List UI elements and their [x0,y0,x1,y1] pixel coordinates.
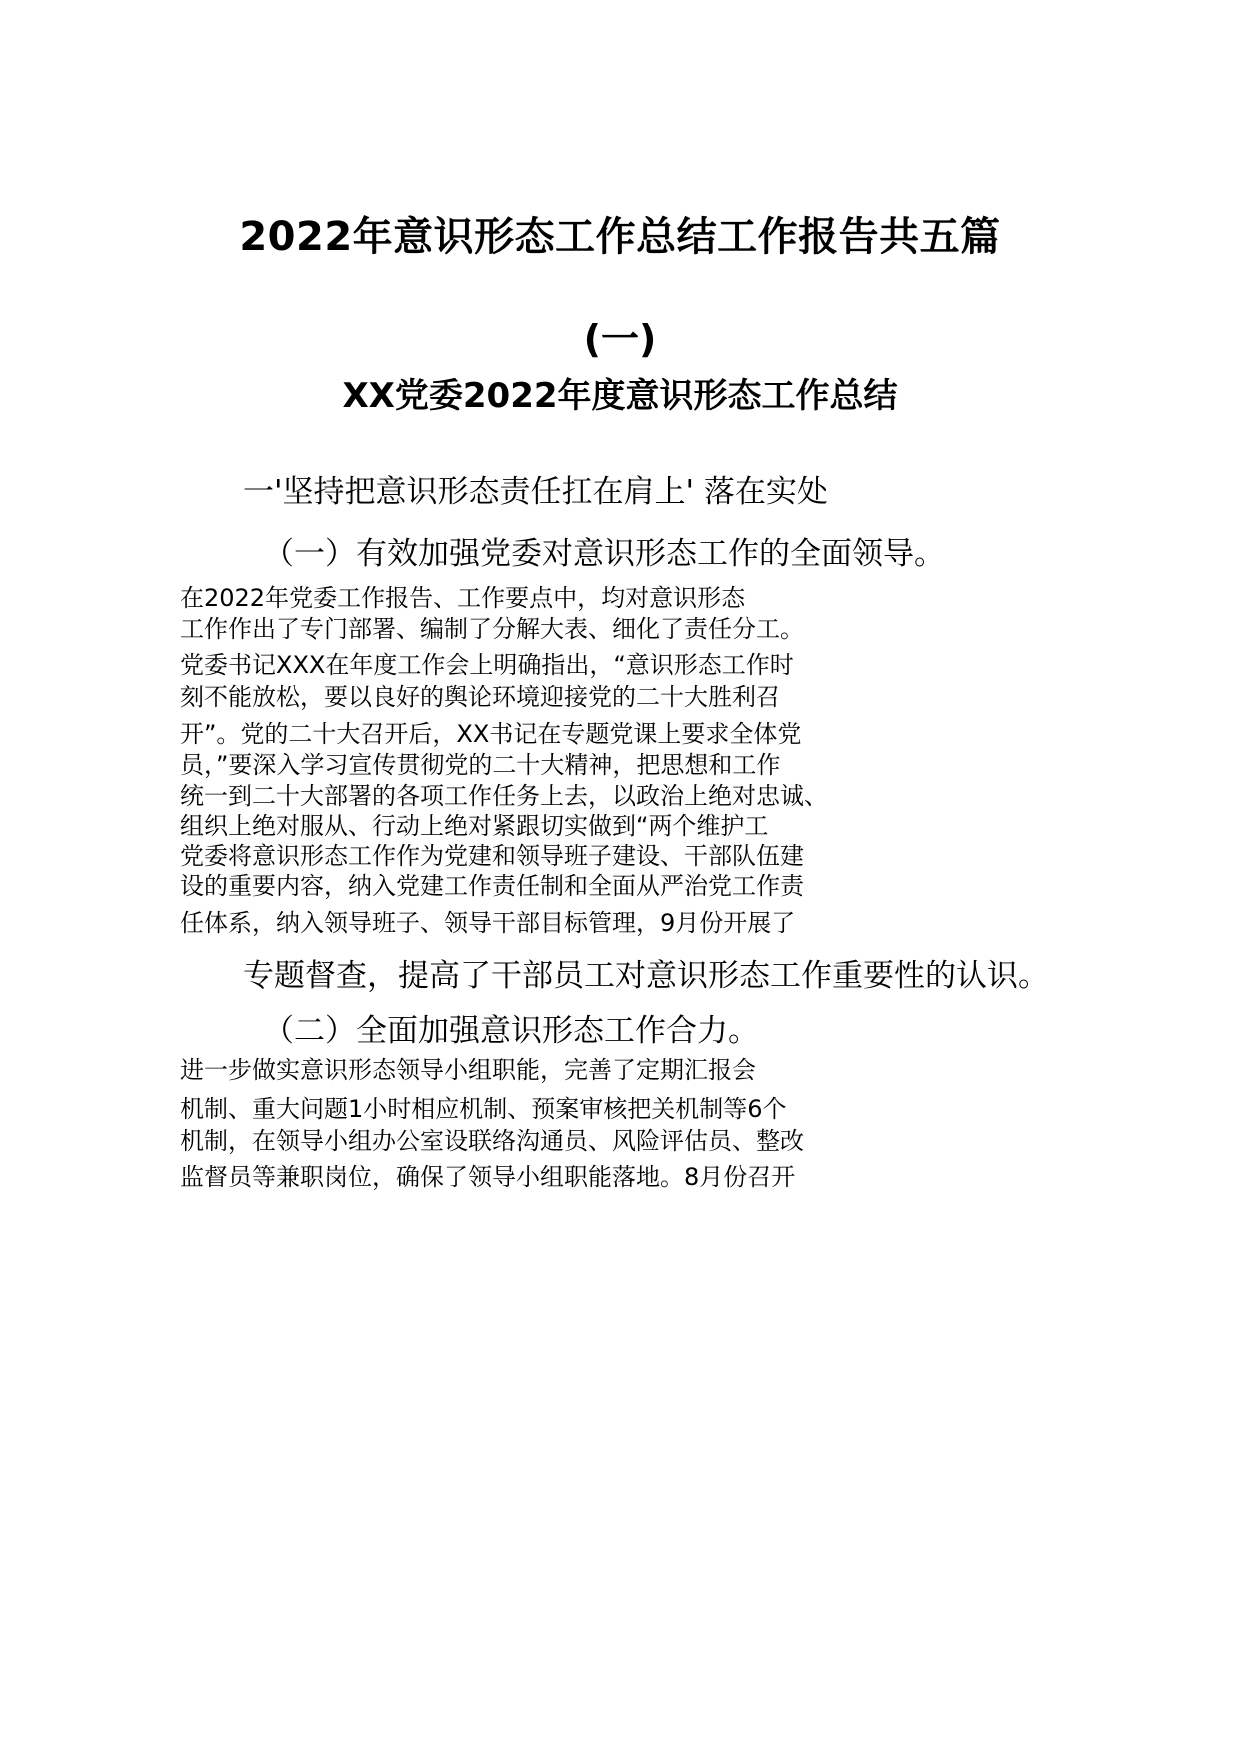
paragraph-line: 机制、重大问题1小时相应机制、预案审核把关机制等6个 [180,1095,787,1123]
paragraph-line: 任体系，纳入领导班子、领导干部目标管理，9月份开展了 [180,909,796,937]
paragraph-line: 工作作出了专门部署、编制了分解大表、细化了责任分工。 [180,615,804,643]
paragraph-line: 设的重要内容，纳入党建工作责任制和全面从严治党工作责 [180,872,804,900]
paragraph-closing-line: 专题督查，提高了干部员工对意识形态工作重要性的认识。 [243,958,1049,994]
paragraph-line: 党委书记XXX在年度工作会上明确指出，“意识形态工作时 [180,651,794,679]
paragraph-line: 在2022年党委工作报告、工作要点中，均对意识形态 [180,584,746,612]
document-title: 2022年意识形态工作总结工作报告共五篇 [239,214,1001,260]
subsection-heading-1: （一）有效加强党委对意识形态工作的全面领导。 [263,536,945,572]
section-heading: 一'坚持把意识形态责任扛在肩上' 落在实处 [243,474,828,510]
paragraph-line: 机制，在领导小组办公室设联络沟通员、风险评估员、整改 [180,1127,804,1155]
report-subtitle: XX党委2022年度意识形态工作总结 [342,376,898,416]
paragraph-line: 开”。党的二十大召开后，XX书记在专题党课上要求全体党 [180,720,802,748]
subsection-heading-2: （二）全面加强意识形态工作合力。 [263,1013,759,1049]
paragraph-line: 员，”要深入学习宣传贯彻党的二十大精神，把思想和工作 [180,751,781,779]
paragraph-line: 组织上绝对服从、行动上绝对紧跟切实做到“两个维护工 [180,812,769,840]
paragraph-line: 统一到二十大部署的各项工作任务上去，以政治上绝对忠诚、 [180,782,828,810]
paragraph-line: 刻不能放松，要以良好的舆论环境迎接党的二十大胜利召 [180,683,780,711]
paragraph-line: 进一步做实意识形态领导小组职能，完善了定期汇报会 [180,1056,756,1084]
paragraph-line: 党委将意识形态工作作为党建和领导班子建设、干部队伍建 [180,842,804,870]
part-number: (一) [583,317,657,361]
paragraph-line: 监督员等兼职岗位，确保了领导小组职能落地。8月份召开 [180,1163,796,1191]
